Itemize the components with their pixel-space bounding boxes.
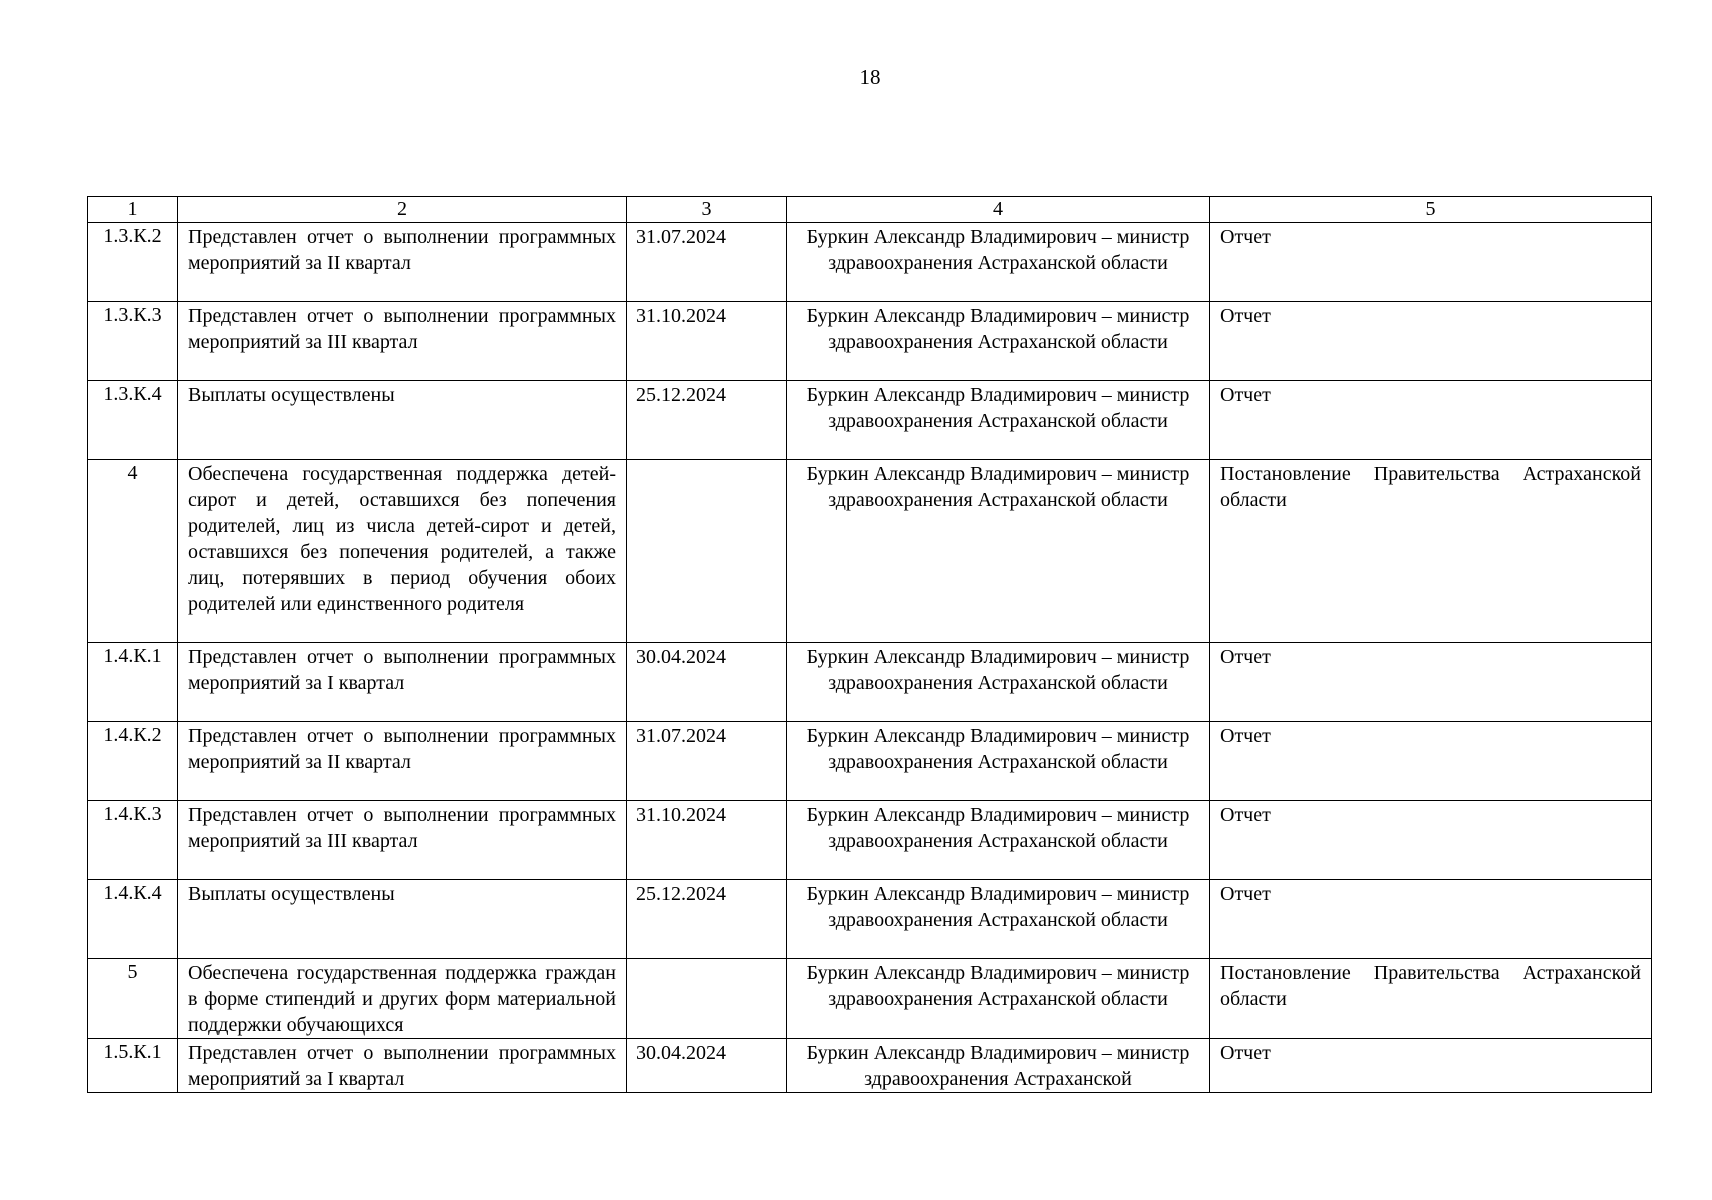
document-type-cell: Постановление Правительства Астраханской области	[1210, 959, 1652, 1039]
document-type-cell: Отчет	[1210, 223, 1652, 302]
responsible-cell: Буркин Александр Владимирович – министр здравоохранения Астраханской области	[787, 223, 1210, 302]
date-cell	[627, 959, 787, 1039]
page-number: 18	[859, 65, 881, 89]
document-type-cell: Постановление Правительства Астраханской области	[1210, 460, 1652, 643]
responsible-cell: Буркин Александр Владимирович – министр здравоохранения Астраханской области	[787, 302, 1210, 381]
result-cell: Представлен отчет о выполнении программных мероприятий за II квартал	[178, 722, 627, 801]
result-cell: Обеспечена государственная поддержка детей-сирот и детей, оставшихся без попечения родителей, лиц из числа детей-сирот и детей, оставшихся без попечения родителей, а также лиц, потерявших в период обучения обоих родителей или единственного родителя	[178, 460, 627, 643]
document-type-cell: Отчет	[1210, 722, 1652, 801]
table-row	[88, 460, 1652, 643]
document-type-cell: Отчет	[1210, 381, 1652, 460]
result-cell: Представлен отчет о выполнении программных мероприятий за III квартал	[178, 801, 627, 880]
date-cell: 31.10.2024	[627, 801, 787, 880]
column-header: 4	[787, 197, 1210, 223]
date-cell: 25.12.2024	[627, 381, 787, 460]
result-cell: Представлен отчет о выполнении программных мероприятий за III квартал	[178, 302, 627, 381]
date-cell: 30.04.2024	[627, 1039, 787, 1093]
row-number-cell: 1.4.К.4	[88, 880, 178, 959]
result-cell: Представлен отчет о выполнении программных мероприятий за I квартал	[178, 1039, 627, 1093]
responsible-cell: Буркин Александр Владимирович – министр здравоохранения Астраханской	[787, 1039, 1210, 1093]
result-cell: Выплаты осуществлены	[178, 880, 627, 959]
table-row	[88, 959, 1652, 1039]
responsible-cell: Буркин Александр Владимирович – министр здравоохранения Астраханской области	[787, 460, 1210, 643]
row-number-cell: 1.3.К.4	[88, 381, 178, 460]
plan-table	[87, 196, 1652, 1093]
date-cell: 31.07.2024	[627, 223, 787, 302]
date-cell: 31.10.2024	[627, 302, 787, 381]
document-type-cell: Отчет	[1210, 1039, 1652, 1093]
table-row	[88, 223, 1652, 302]
table-row	[88, 302, 1652, 381]
result-cell: Обеспечена государственная поддержка граждан в форме стипендий и других форм материальной поддержки обучающихся	[178, 959, 627, 1039]
result-cell: Представлен отчет о выполнении программных мероприятий за II квартал	[178, 223, 627, 302]
responsible-cell: Буркин Александр Владимирович – министр здравоохранения Астраханской области	[787, 643, 1210, 722]
responsible-cell: Буркин Александр Владимирович – министр здравоохранения Астраханской области	[787, 381, 1210, 460]
column-header: 2	[178, 197, 627, 223]
date-cell: 30.04.2024	[627, 643, 787, 722]
table-row	[88, 801, 1652, 880]
responsible-cell: Буркин Александр Владимирович – министр здравоохранения Астраханской области	[787, 722, 1210, 801]
document-type-cell: Отчет	[1210, 302, 1652, 381]
responsible-cell: Буркин Александр Владимирович – министр здравоохранения Астраханской области	[787, 959, 1210, 1039]
row-number-cell: 1.3.К.2	[88, 223, 178, 302]
result-cell: Представлен отчет о выполнении программных мероприятий за I квартал	[178, 643, 627, 722]
table-row	[88, 722, 1652, 801]
document-type-cell: Отчет	[1210, 801, 1652, 880]
document-type-cell: Отчет	[1210, 643, 1652, 722]
row-number-cell: 4	[88, 460, 178, 643]
result-cell: Выплаты осуществлены	[178, 381, 627, 460]
date-cell	[627, 460, 787, 643]
row-number-cell: 1.3.К.3	[88, 302, 178, 381]
table-row	[88, 643, 1652, 722]
row-number-cell: 1.5.К.1	[88, 1039, 178, 1093]
document-type-cell: Отчет	[1210, 880, 1652, 959]
date-cell: 31.07.2024	[627, 722, 787, 801]
column-header: 5	[1210, 197, 1652, 223]
row-number-cell: 5	[88, 959, 178, 1039]
table-row	[88, 381, 1652, 460]
row-number-cell: 1.4.К.2	[88, 722, 178, 801]
column-header: 3	[627, 197, 787, 223]
column-numbers-row	[88, 197, 1652, 223]
table-row	[88, 1039, 1652, 1093]
date-cell: 25.12.2024	[627, 880, 787, 959]
column-header: 1	[88, 197, 178, 223]
row-number-cell: 1.4.К.3	[88, 801, 178, 880]
responsible-cell: Буркин Александр Владимирович – министр здравоохранения Астраханской области	[787, 880, 1210, 959]
row-number-cell: 1.4.К.1	[88, 643, 178, 722]
table-row	[88, 880, 1652, 959]
responsible-cell: Буркин Александр Владимирович – министр здравоохранения Астраханской области	[787, 801, 1210, 880]
